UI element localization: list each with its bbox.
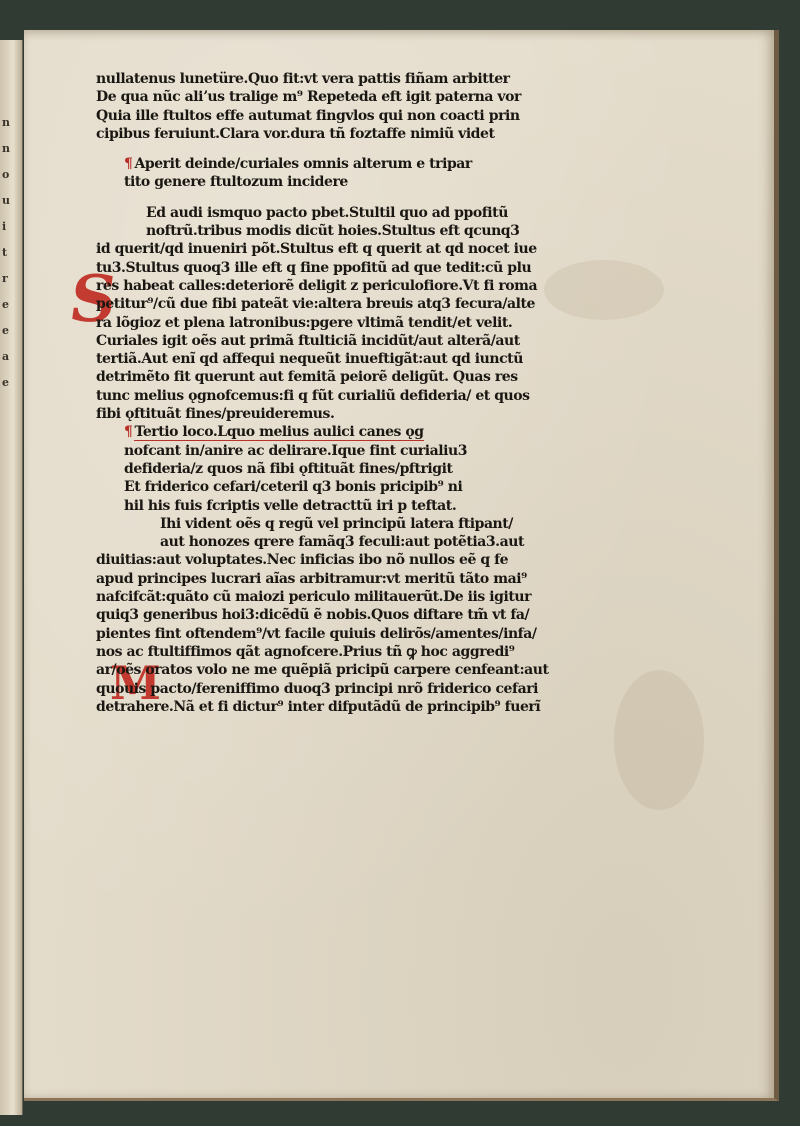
decorated-initial-m: M — [110, 656, 161, 710]
line-gap — [96, 143, 656, 155]
section-heading-line — [96, 423, 656, 441]
text-line: ar/oẽs oratos volo ne me quẽpiã pricipũ carpere cenfeant:aut — [96, 662, 549, 679]
text-line: quouis pacto/fereniffimo duoq3 principi nrõ friderico cefari — [96, 680, 538, 697]
text-line: apud principes lucrari aĩas arbitramur:vt meritũ tãto mai⁹ — [96, 570, 527, 587]
section-heading-line: tito genere ftultozum incidere — [124, 174, 348, 191]
text-line: cipibus feruiunt.Clara vor.dura tñ foztaffe nimiũ videt — [96, 125, 495, 142]
heading-text: Tertio loco.Lquo melius aulici canes ǫg — [134, 424, 424, 441]
text-line: Ihi vident oẽs q regũ vel principũ latera ftipant/ — [160, 515, 513, 532]
facing-page-edge — [0, 40, 23, 1115]
text-line: nullatenus lunetüre.Quo fit:vt vera pattis fiñam arbitter — [96, 71, 510, 87]
text-line: tunc melius ǫgnofcemus:fi q fũt curialiũ defideria/ et quos — [96, 387, 530, 404]
text-line: detrimẽto fit querunt aut femitã peiorẽ deligũt. Quas res — [96, 369, 518, 386]
text-line: diuitias:aut voluptates.Nec inficias ibo nõ nullos eẽ q fe — [96, 552, 509, 569]
text-line: quiq3 generibus hoi3:dicẽdũ ẽ nobis.Quos diftare tm̃ vt fa/ — [96, 607, 530, 624]
text-line: aut honozes qrere famãq3 feculi:aut potẽtia3.aut — [160, 534, 524, 551]
section-heading-line — [96, 155, 656, 173]
decorated-initial-s: S — [64, 262, 122, 337]
text-line: Quia ille ftultos effe autumat fingvlos qui non coacti prin — [96, 107, 520, 124]
text-line: fibi ǫftituãt fines/preuideremus. — [96, 406, 335, 423]
text-line: petitur⁹/cũ due fibi pateãt vie:altera breuis atq3 fecura/alte — [96, 296, 535, 313]
section-heading-line: defideria/z quos nã fibi ǫftituãt fines/pftrigit — [124, 460, 453, 477]
line-gap — [96, 192, 656, 204]
text-line: pientes fint oftendem⁹/vt facile quiuis delirõs/amentes/infa/ — [96, 625, 537, 642]
section-heading-line: hil his fuis fcriptis velle detracttũ iri p teftat. — [124, 497, 457, 514]
incunabula-text-block — [96, 70, 656, 716]
text-line: ra lõgioz et plena latronibus:pgere vltimã tendit/et velit. — [96, 314, 513, 331]
text-line: tu3.Stultus quoq3 ille eft q fine ppofitũ ad que tedit:cũ plu — [96, 259, 532, 276]
facing-page-text: n n o u i t r e e a e — [2, 116, 10, 389]
text-line: nos ac ftultiffimos qãt agnofcere.Prius tñ ꝙ hoc aggredi⁹ — [96, 643, 515, 660]
text-line: res habeat calles:deteriorẽ deligit z periculofiore.Vt fi roma — [96, 277, 538, 294]
heading-text: Aperit deinde/curiales omnis alterum e tripar — [134, 156, 472, 173]
text-line: De qua nũc aliʼus tralige m⁹ Repeteda eft igit paterna vor — [96, 89, 521, 106]
text-line: tertiã.Aut enĩ qd affequi nequeũt inueftigãt:aut qd iunctũ — [96, 351, 523, 368]
section-heading-line: nofcant in/anire ac delirare.Ique fint curialiu3 — [124, 442, 467, 459]
text-line: id querit/qd inueniri põt.Stultus eft q querit at qd nocet iue — [96, 241, 537, 258]
section-heading-line: Et friderico cefari/ceteril q3 bonis pricipib⁹ ni — [124, 479, 463, 496]
text-line: nafcifcãt:quãto cũ maiozi periculo militauerũt.De iis igitur — [96, 589, 532, 606]
text-line: noftrũ.tribus modis dicũt hoies.Stultus eft qcunq3 — [146, 223, 520, 240]
text-line: detrahere.Nã et fi dictur⁹ inter difputãdũ de principib⁹ fuerĩ — [96, 698, 541, 715]
text-line: Ed audi ismquo pacto pbet.Stultil quo ad ppofitũ — [146, 204, 508, 221]
paragraph-mark-icon: ¶ — [124, 424, 133, 441]
text-line: Curiales igit oẽs aut primã ftulticiã incidũt/aut alterã/aut — [96, 332, 520, 349]
paragraph-mark-icon: ¶ — [124, 156, 133, 173]
